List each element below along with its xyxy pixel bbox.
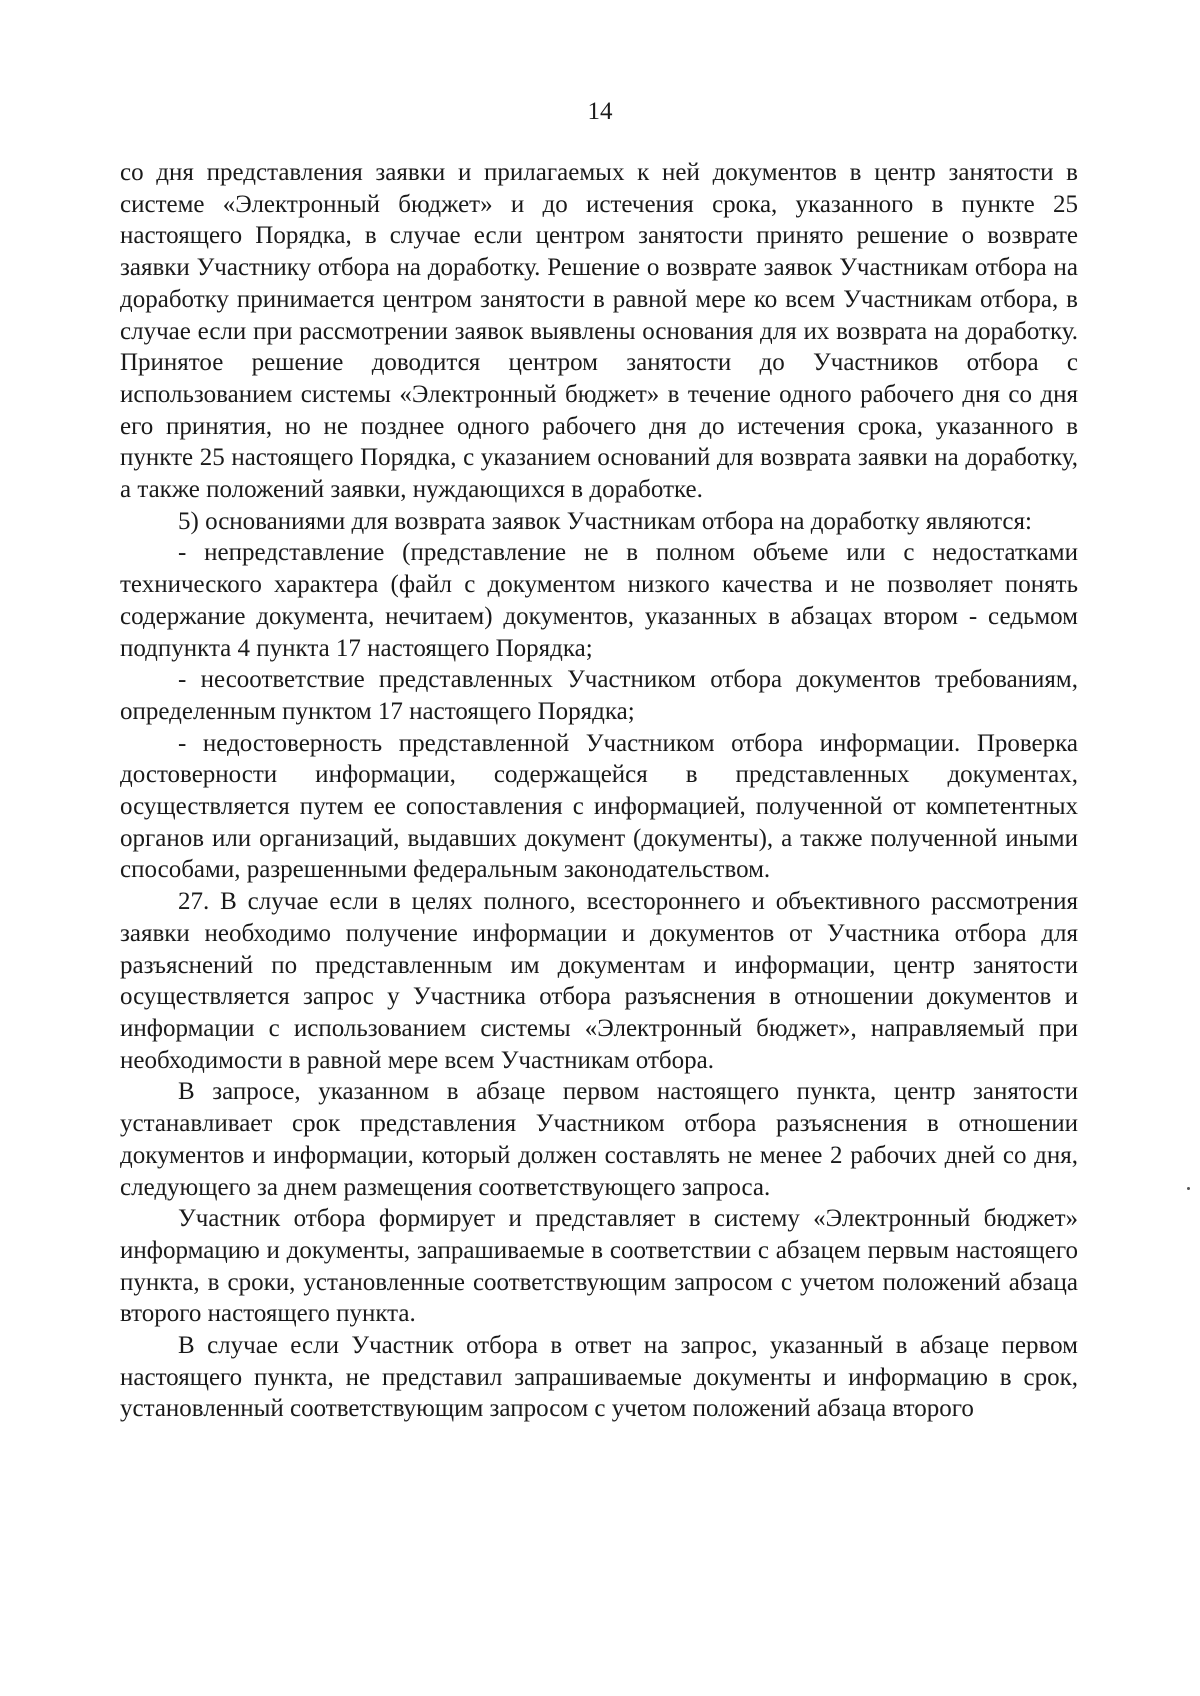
- paragraph-no-response: В случае если Участник отбора в ответ на запрос, указанный в абзаце первом настоящего пункта, не представил запрашиваемые документы и информацию в срок, установленный соответствующим запросом с учетом положений абзаца второго: [120, 1332, 1078, 1423]
- scan-speck: [1187, 1187, 1190, 1190]
- paragraph-request-deadline: В запросе, указанном в абзаце первом настоящего пункта, центр занятости устанавливает срок представления Участником отбора разъяснения в отношении документов и информации, который должен составлять не менее 2 рабочих дней со дня, следующего за днем размещения соответствующего запроса.: [120, 1078, 1078, 1201]
- paragraph-participant-response: Участник отбора формирует и представляет в систему «Электронный бюджет» информацию и документы, запрашиваемые в соответствии с абзацем первым настоящего пункта, в сроки, установленные соответствующим запросом с учетом положений абзаца второго настоящего пункта.: [120, 1205, 1078, 1328]
- paragraph-bullet-unreliability: - недостоверность представленной Участником отбора информации. Проверка достоверности информации, содержащейся в представленных документах, осуществляется путем ее сопоставления с информацией, полученной от компетентных органов или организаций, выдавших документ (документы), а также полученной иными способами, разрешенными федеральным законодательством.: [120, 729, 1078, 884]
- paragraph-bullet-noncompliance: - несоответствие представленных Участником отбора документов требованиям, определенным пунктом 17 настоящего Порядка;: [120, 666, 1078, 725]
- page-number: 14: [587, 98, 613, 125]
- document-body: [120, 157, 1078, 1425]
- paragraph-clause-27: 27. В случае если в целях полного, всестороннего и объективного рассмотрения заявки необходимо получение информации и документов от Участника отбора для разъяснений по представленным им документам и информации, центр занятости осуществляется запрос у Участника отбора разъяснения в отношении документов и информации с использованием системы «Электронный бюджет», направляемый при необходимости в равной мере всем Участникам отбора.: [120, 888, 1078, 1074]
- paragraph-continuation: со дня представления заявки и прилагаемых к ней документов в центр занятости в системе «Электронный бюджет» и до истечения срока, указанного в пункте 25 настоящего Порядка, в случае если центром занятости принято решение о возврате заявки Участнику отбора на доработку. Решение о возврате заявок Участникам отбора на доработку принимается центром занятости в равной мере ко всем Участникам отбора, в случае если при рассмотрении заявок выявлены основания для их возврата на доработку. Принятое решение доводится центром занятости до Участников отбора с использованием системы «Электронный бюджет» в течение одного рабочего дня со дня его принятия, но не позднее одного рабочего дня до истечения срока, указанного в пункте 25 настоящего Порядка, с указанием оснований для возврата заявки на доработку, а также положений заявки, нуждающихся в доработке.: [120, 159, 1078, 504]
- paragraph-item-5: 5) основаниями для возврата заявок Участникам отбора на доработку являются:: [178, 507, 1032, 535]
- paragraph-bullet-nonsubmission: - непредставление (представление не в полном объеме или с недостатками технического характера (файл с документом низкого качества и не позволяет понять содержание документа, нечитаем) документов, указанных в абзацах втором - седьмом подпункта 4 пункта 17 настоящего Порядка;: [120, 539, 1078, 662]
